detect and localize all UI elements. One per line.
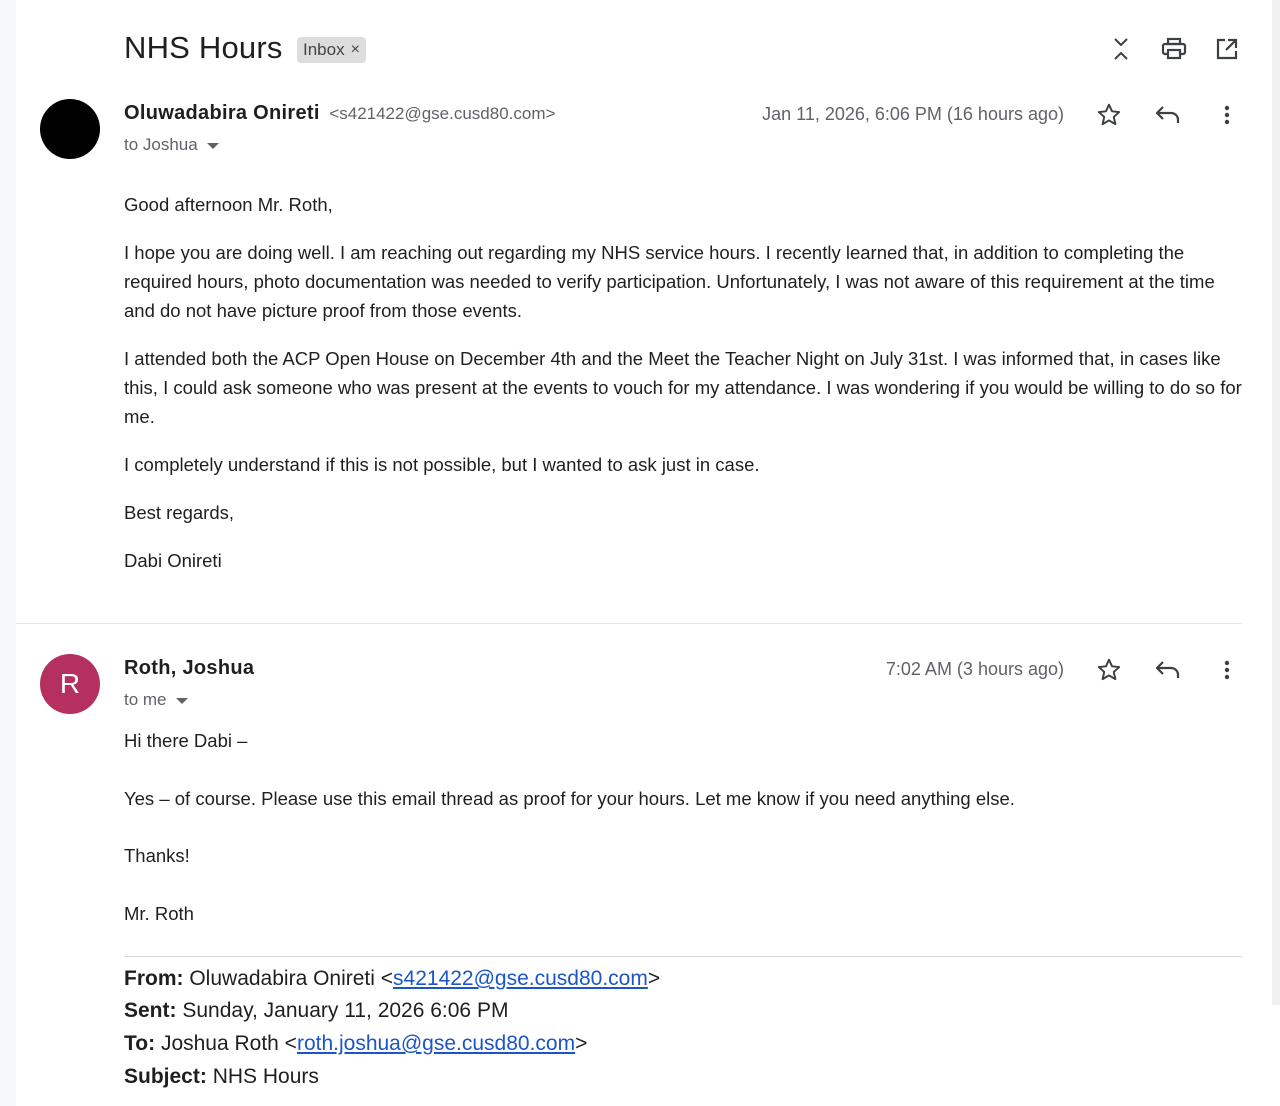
quoted-to-email-link[interactable]: roth.joshua@gse.cusd80.com: [296, 1032, 576, 1055]
quoted-to-line: [124, 1032, 587, 1056]
thread-subject: NHS Hours: [124, 30, 283, 65]
quoted-from-name: Oluwadabira Onireti <: [189, 967, 394, 990]
star-icon[interactable]: [1093, 654, 1125, 686]
quoted-subject-line: [124, 1065, 319, 1089]
body-paragraph: Mr. Roth: [124, 903, 194, 924]
quoted-to-close: >: [575, 1032, 588, 1055]
avatar[interactable]: [40, 99, 100, 159]
body-paragraph: Thanks!: [124, 845, 190, 866]
quoted-to-name: Joshua Roth <: [160, 1032, 297, 1055]
message-1-body: [124, 498, 1244, 527]
body-paragraph: Good afternoon Mr. Roth,: [124, 194, 333, 215]
message-1-body: [124, 190, 1244, 219]
inbox-label-chip[interactable]: [297, 37, 366, 63]
message-2-body: [124, 726, 1244, 755]
message-2-body: [124, 784, 1244, 813]
scrollbar-track[interactable]: [1272, 0, 1280, 1005]
quoted-from-close: >: [647, 967, 661, 990]
sender-name[interactable]: Oluwadabira Onireti: [124, 102, 320, 124]
quoted-subject-label: Subject:: [124, 1065, 207, 1088]
reply-icon[interactable]: [1152, 654, 1184, 686]
remove-label-icon[interactable]: ×: [350, 41, 360, 58]
body-paragraph: I attended both the ACP Open House on December 4th and the Meet the Teacher Night on July 31st. I was informed that, in cases like this, I could ask someone who was present at the events to vouch for my attendance. I was wondering if you would be willing to do so for me.: [124, 348, 1242, 427]
message-1-sender: [124, 102, 555, 125]
message-1-body: [124, 450, 1244, 479]
recipient-details-toggle[interactable]: [124, 690, 188, 710]
print-icon[interactable]: [1158, 33, 1190, 65]
avatar-letter: R: [59, 668, 81, 699]
body-paragraph: Best regards,: [124, 502, 235, 523]
more-options-icon[interactable]: [1211, 99, 1243, 131]
recipient-label: to me: [124, 690, 167, 709]
message-2-sender: [124, 657, 254, 680]
chevron-down-icon[interactable]: [207, 143, 219, 149]
quoted-to-label: To:: [124, 1032, 156, 1055]
open-in-new-window-icon[interactable]: [1211, 33, 1243, 65]
quoted-sent-line: [124, 999, 508, 1023]
body-paragraph: Dabi Onireti: [124, 550, 222, 571]
sender-name[interactable]: Roth, Joshua: [124, 657, 255, 679]
body-paragraph: I hope you are doing well. I am reaching out regarding my NHS service hours. I recently learned that, in addition to completing the required hours, photo documentation was needed to verify participation. Unfortunately, I was not aware of this requirement at the time and do not have picture proof from those events.: [124, 242, 1215, 321]
message-2-body: [124, 841, 1244, 870]
message-divider: [16, 623, 1242, 624]
message-1-body: [124, 546, 1244, 575]
avatar[interactable]: [40, 654, 100, 714]
quoted-from-line: [124, 967, 660, 991]
quoted-sent-label: Sent:: [124, 999, 177, 1022]
message-2-body: [124, 899, 1244, 928]
recipient-details-toggle[interactable]: [124, 135, 219, 155]
quoted-sent-value: Sunday, January 11, 2026 6:06 PM: [182, 999, 509, 1022]
message-timestamp: Jan 11, 2026, 6:06 PM (16 hours ago): [762, 104, 1064, 124]
recipient-label: to Joshua: [124, 135, 198, 154]
quoted-from-label: From:: [124, 967, 184, 990]
message-timestamp: 7:02 AM (3 hours ago): [885, 659, 1064, 679]
reply-icon[interactable]: [1152, 99, 1184, 131]
star-icon[interactable]: [1093, 99, 1125, 131]
quoted-header-divider: [124, 956, 1242, 957]
expand-collapse-icon[interactable]: [1105, 33, 1137, 65]
more-options-icon[interactable]: [1211, 654, 1243, 686]
message-1-body: [124, 238, 1244, 325]
scrollbar-end: [1242, 1005, 1280, 1106]
message-1-body: [124, 344, 1244, 431]
left-gutter: [0, 0, 16, 1106]
sender-email: <s421422@gse.cusd80.com>: [329, 104, 556, 123]
quoted-subject-value: NHS Hours: [212, 1065, 319, 1088]
body-paragraph: Yes – of course. Please use this email thread as proof for your hours. Let me know if you need anything else.: [124, 788, 1015, 809]
body-paragraph: Hi there Dabi –: [124, 730, 248, 751]
body-paragraph: I completely understand if this is not possible, but I wanted to ask just in case.: [124, 454, 760, 475]
quoted-from-email-link[interactable]: s421422@gse.cusd80.com: [393, 967, 648, 990]
chevron-down-icon[interactable]: [176, 698, 188, 704]
label-chip-text: Inbox: [303, 40, 345, 59]
